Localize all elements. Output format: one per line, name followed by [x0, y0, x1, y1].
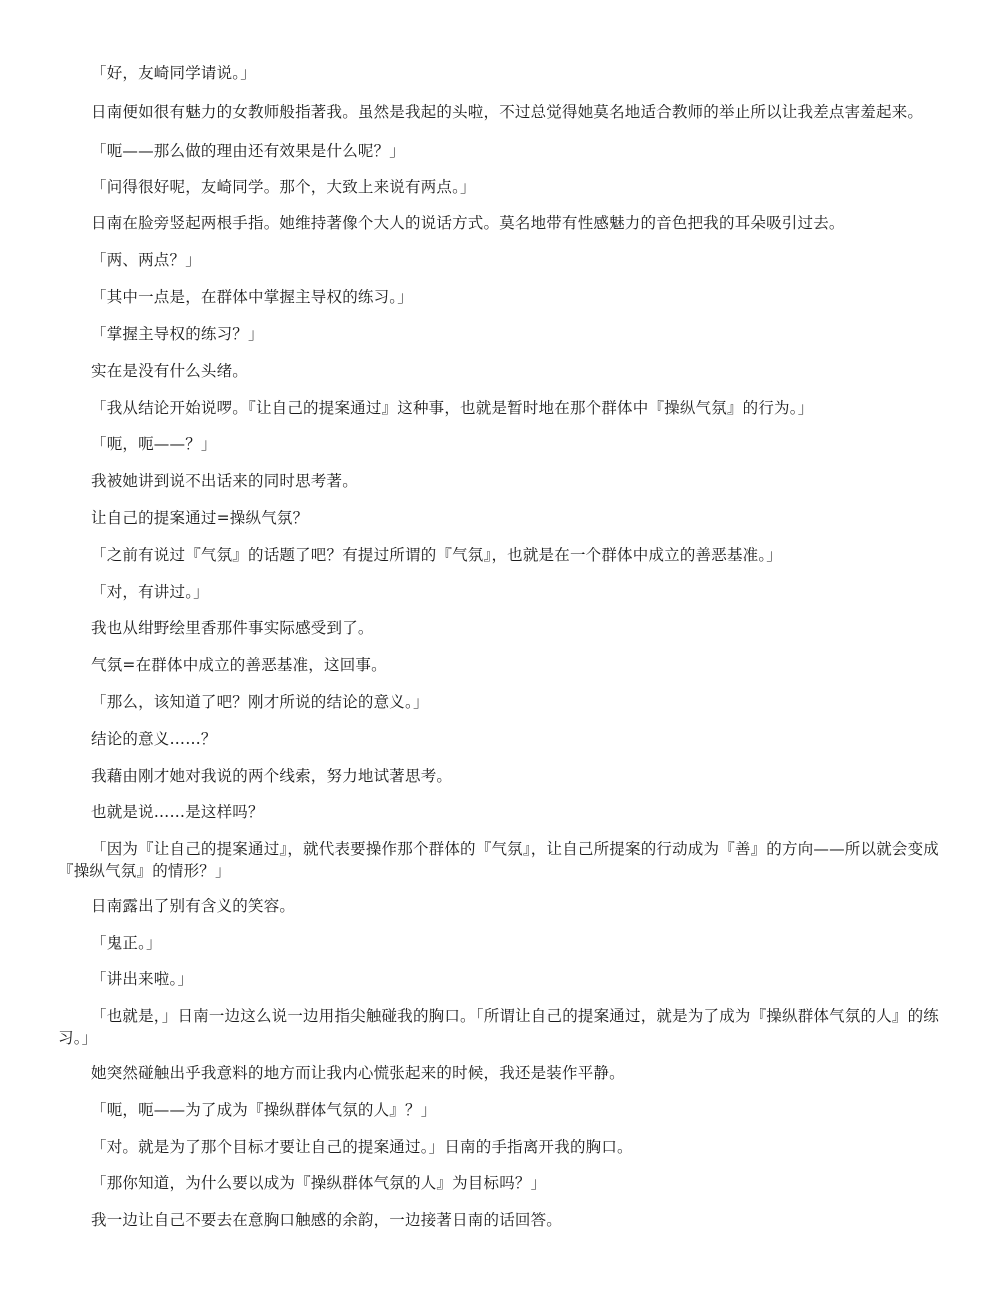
- paragraph: 「对，有讲过。」: [91, 583, 209, 601]
- paragraph: 「鬼正。」: [91, 934, 162, 952]
- paragraph: 实在是没有什么头绪。: [91, 362, 249, 380]
- paragraph: 气氛=在群体中成立的善恶基准，这回事。: [91, 656, 387, 674]
- paragraph: 「问得很好呢，友崎同学。那个，大致上来说有两点。」: [91, 178, 476, 196]
- paragraph: 「讲出来啦。」: [91, 970, 194, 988]
- paragraph: 「我从结论开始说啰。『让自己的提案通过』这种事，也就是暂时地在那个群体中『操纵气氛』的行为。」: [91, 399, 814, 417]
- paragraph: 也就是说……是这样吗？: [91, 803, 264, 821]
- paragraph: 我一边让自己不要去在意胸口触感的余韵，一边接著日南的话回答。: [91, 1211, 563, 1229]
- paragraph: 「呃，呃——为了成为『操纵群体气氛的人』？」: [91, 1101, 437, 1119]
- paragraph: 「好，友崎同学请说。」: [91, 64, 256, 82]
- paragraph: 日南便如很有魅力的女教师般指著我。虽然是我起的头啦，不过总觉得她莫名地适合教师的举止所以让我差点害羞起来。: [91, 103, 924, 121]
- paragraph: 我被她讲到说不出话来的同时思考著。: [91, 472, 358, 490]
- paragraph: 日南在脸旁竖起两根手指。她维持著像个大人的说话方式。莫名地带有性感魅力的音色把我的耳朵吸引过去。: [91, 214, 845, 232]
- paragraph: 「之前有说过『气氛』的话题了吧？有提过所谓的『气氛』，也就是在一个群体中成立的善恶基准。」: [91, 546, 783, 564]
- paragraph: 我也从绀野绘里香那件事实际感受到了。: [91, 619, 374, 637]
- paragraph: 「那么，该知道了吧？刚才所说的结论的意义。」: [91, 693, 429, 711]
- paragraph: 「呃——那么做的理由还有效果是什么呢？」: [91, 142, 406, 160]
- paragraph: 我藉由刚才她对我说的两个线索，努力地试著思考。: [91, 767, 453, 785]
- paragraph: 日南露出了别有含义的笑容。: [91, 897, 296, 915]
- paragraph: 她突然碰触出乎我意料的地方而让我内心慌张起来的时候，我还是装作平静。: [91, 1064, 625, 1082]
- paragraph: 结论的意义……？: [91, 730, 217, 748]
- paragraph: 「两、两点？」: [91, 251, 201, 269]
- paragraph: 「掌握主导权的练习？」: [91, 325, 264, 343]
- paragraph: 「那你知道，为什么要以成为『操纵群体气氛的人』为目标吗？」: [91, 1174, 547, 1192]
- paragraph: 「对。就是为了那个目标才要让自己的提案通过。」日南的手指离开我的胸口。: [91, 1138, 633, 1156]
- paragraph: 「其中一点是，在群体中掌握主导权的练习。」: [91, 288, 413, 306]
- paragraph: 「呃，呃——？」: [91, 435, 217, 453]
- paragraph: 让自己的提案通过=操纵气氛？: [91, 509, 309, 527]
- paragraph: 「因为『让自己的提案通过』，就代表要操作那个群体的『气氛』，让自己所提案的行动成为『善』的方向——所以就会变成『操纵气氛』的情形？」: [58, 840, 940, 880]
- paragraph: 「也就是，」日南一边这么说一边用指尖触碰我的胸口。「所谓让自己的提案通过，就是为了成为『操纵群体气氛的人』的练习。」: [58, 1007, 940, 1047]
